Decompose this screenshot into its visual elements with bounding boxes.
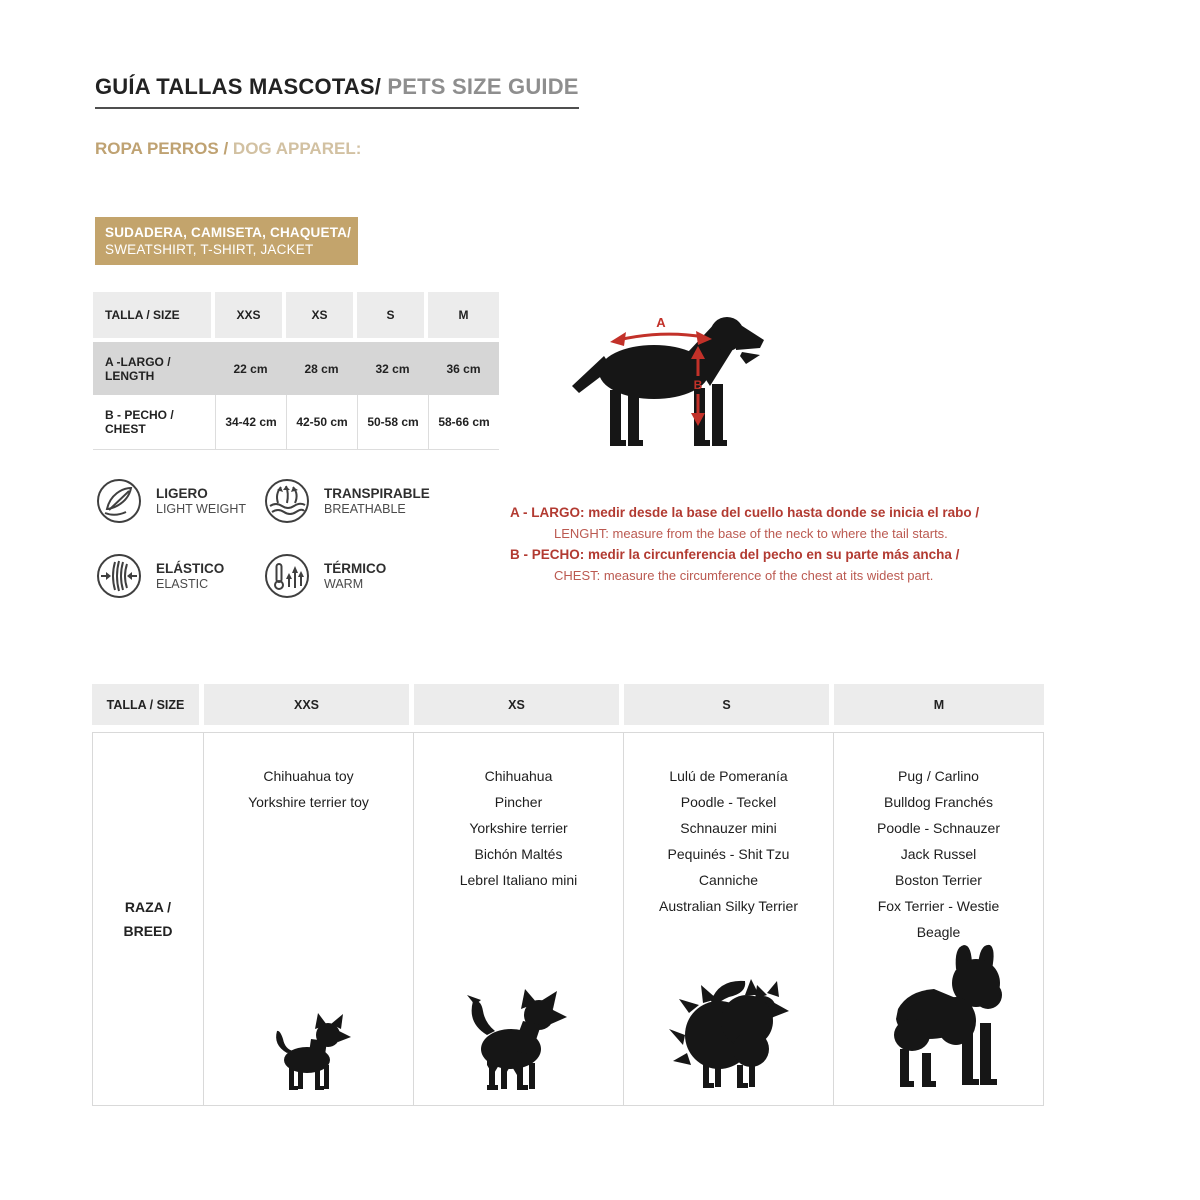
dog-measurement-diagram [552, 300, 767, 458]
breed-header-cell: TALLA / SIZE [92, 684, 204, 725]
breed-name: Schnauzer mini [680, 820, 777, 836]
size-table-header [93, 292, 499, 338]
breed-name: Pincher [494, 794, 543, 810]
breathable-icon [263, 477, 311, 525]
breed-name: Jack Russel [900, 846, 977, 862]
feature-label: ELÁSTICO [156, 560, 225, 576]
breed-name: Pug / Carlino [898, 768, 979, 784]
row-label: B - PECHO / CHEST [105, 408, 174, 436]
apparel-type-banner [95, 217, 358, 265]
arrow-b-label: B [693, 378, 703, 392]
feature-sublabel: LIGHT WEIGHT [156, 501, 247, 516]
breed-header-cell: S [624, 684, 834, 725]
breed-header-cell: XS [414, 684, 624, 725]
labrador-silhouette-icon [552, 300, 767, 458]
breed-header-cell: XXS [204, 684, 414, 725]
feature-sublabel: ELASTIC [156, 576, 209, 591]
chest-value: 34-42 cm [215, 395, 286, 449]
elastic-icon [95, 552, 143, 600]
note-length-en: LENGHT: measure from the base of the neck to where the tail starts. [554, 526, 948, 541]
size-table-row-length [93, 342, 499, 395]
breed-header-cell: M [834, 684, 1044, 725]
breed-name: Chihuahua toy [263, 768, 354, 784]
category-subtitle [95, 139, 361, 159]
feature-label: TRANSPIRABLE [324, 485, 430, 501]
breed-name: Fox Terrier - Westie [877, 898, 1000, 914]
measure-arrow-b [691, 346, 705, 426]
breed-name: Yorkshire terrier toy [248, 794, 369, 810]
breed-name: Poodle - Teckel [680, 794, 777, 810]
breed-column-xs [414, 733, 624, 1105]
breed-row-label-es: RAZA / [124, 899, 172, 915]
size-table-header-cell: M [428, 292, 499, 338]
feature-lightweight [95, 477, 246, 525]
size-table-row-chest [93, 395, 499, 450]
breed-column-s [624, 733, 834, 1105]
french-bulldog-silhouette-icon [864, 943, 1014, 1091]
size-table-header-cell: XXS [215, 292, 286, 338]
chest-value: 58-66 cm [428, 395, 499, 449]
thermometer-icon [263, 552, 311, 600]
feather-icon [95, 477, 143, 525]
length-value: 22 cm [233, 361, 268, 376]
length-value: 32 cm [375, 361, 410, 376]
breed-name: Chihuahua [484, 768, 553, 784]
page-title-en: PETS SIZE GUIDE [381, 74, 579, 99]
breed-name: Boston Terrier [895, 872, 982, 888]
banner-line-es: SUDADERA, CAMISETA, CHAQUETA/ [105, 225, 352, 240]
note-pecho-es: B - PECHO: medir la circunferencia del pecho en su parte más ancha / [510, 547, 960, 562]
breed-table [92, 684, 1044, 1106]
longhair-chihuahua-silhouette-icon [459, 987, 579, 1091]
breed-name: Bichón Maltés [474, 846, 563, 862]
length-value: 28 cm [304, 361, 339, 376]
banner-line-en: SWEATSHIRT, T-SHIRT, JACKET [105, 242, 314, 257]
page-title-es: GUÍA TALLAS MASCOTAS/ [95, 74, 382, 99]
breed-table-header [92, 684, 1044, 725]
measure-arrow-a [610, 315, 712, 346]
breed-name: Australian Silky Terrier [658, 898, 798, 914]
breed-column-xxs [204, 733, 414, 1105]
feature-warm [263, 552, 386, 600]
breed-name: Yorkshire terrier [469, 820, 568, 836]
length-value: 36 cm [446, 361, 481, 376]
page-title [95, 74, 579, 109]
chest-value: 50-58 cm [357, 395, 428, 449]
subtitle-en: DOG APPAREL: [232, 139, 362, 158]
breed-name: Bulldog Franchés [884, 794, 993, 810]
feature-label: TÉRMICO [324, 560, 387, 576]
note-chest-en: CHEST: measure the circumference of the chest at its widest part. [554, 568, 934, 583]
chest-value: 42-50 cm [286, 395, 357, 449]
breed-name: Lulú de Pomeranía [669, 768, 788, 784]
feature-elastic [95, 552, 224, 600]
breed-name: Beagle [916, 924, 961, 940]
feature-sublabel: BREATHABLE [324, 501, 406, 516]
chihuahua-silhouette-icon [263, 1011, 355, 1091]
breed-name: Lebrel Italiano mini [459, 872, 578, 888]
breed-table-body [92, 732, 1044, 1106]
size-table-header-cell: XS [286, 292, 357, 338]
feature-sublabel: WARM [324, 576, 364, 591]
feature-label: LIGERO [156, 485, 208, 501]
feature-breathable [263, 477, 430, 525]
breed-name: Pequinés - Shit Tzu [667, 846, 790, 862]
size-table-header-cell: S [357, 292, 428, 338]
breed-name: Poodle - Schnauzer [877, 820, 1000, 836]
breed-row-label [93, 733, 204, 1105]
size-table [93, 292, 499, 450]
arrow-a-label: A [656, 315, 666, 330]
subtitle-es: ROPA PERROS / [95, 139, 233, 158]
measurement-notes [510, 502, 990, 586]
pomeranian-silhouette-icon [659, 973, 799, 1091]
breed-name: Canniche [698, 872, 759, 888]
breed-row-label-en: BREED [123, 923, 173, 939]
size-table-header-cell: TALLA / SIZE [93, 292, 215, 338]
note-largo-es: A - LARGO: medir desde la base del cuello hasta donde se inicia el rabo / [510, 505, 980, 520]
row-label: A -LARGO / LENGTH [105, 354, 171, 383]
breed-column-m [834, 733, 1043, 1105]
